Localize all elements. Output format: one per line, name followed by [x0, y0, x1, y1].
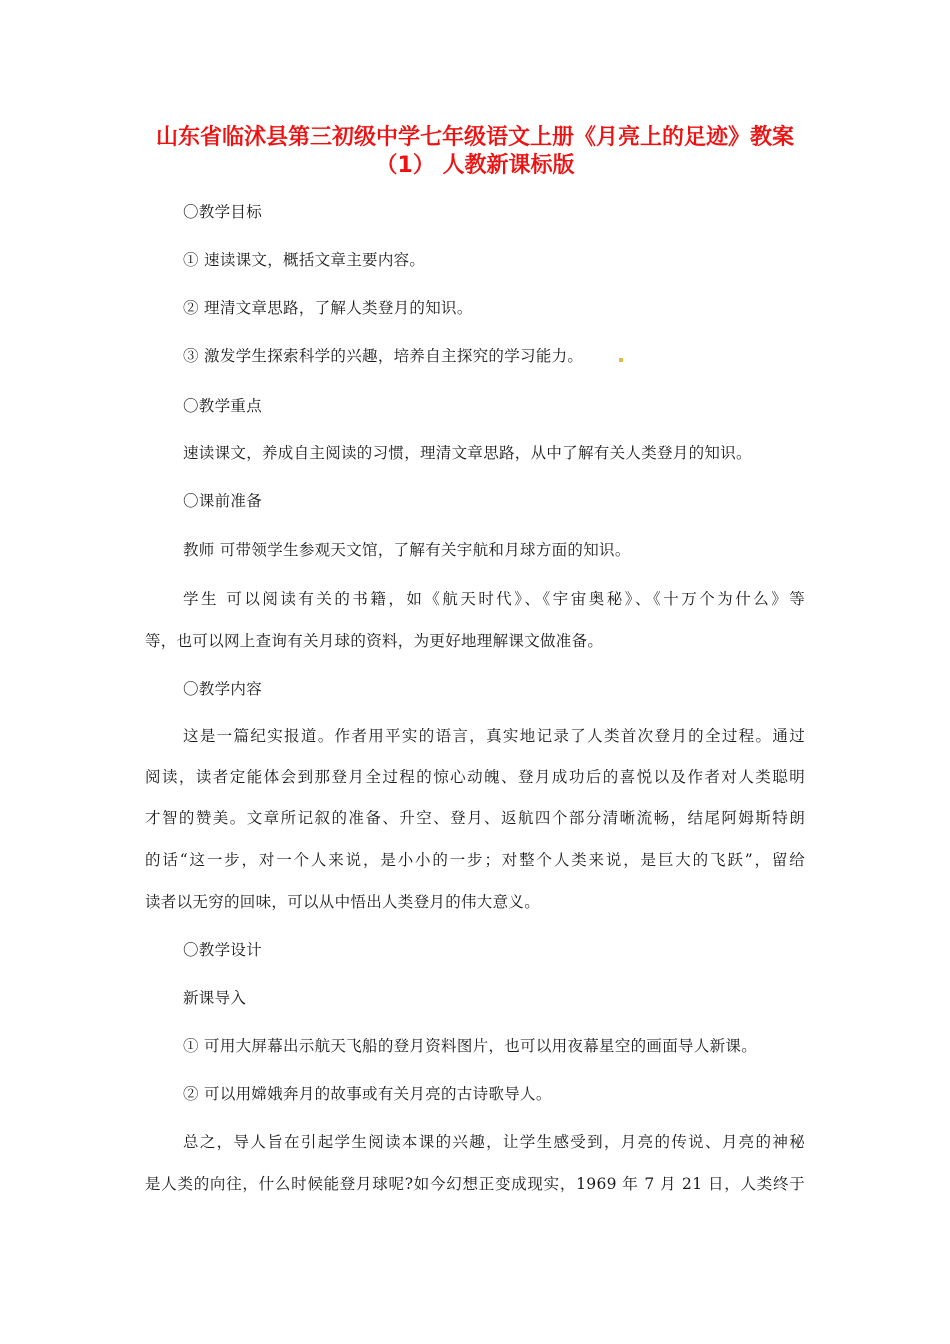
content-line-3: 才智的赞美。文章所记叙的准备、升空、登月、返航四个部分清晰流畅，结尾阿姆斯特朗 — [145, 809, 805, 827]
design-item-2: ② 可以用嫦娥奔月的故事或有关月亮的古诗歌导人。 — [183, 1085, 552, 1103]
section-heading-focus: 〇教学重点 — [183, 397, 263, 415]
content-line-1: 这是一篇纪实报道。作者用平实的语言，真实地记录了人类首次登月的全过程。通过 — [183, 727, 805, 745]
content-line-4: 的话“这一步，对一个人来说，是小小的一步；对整个人类来说，是巨大的飞跃”，留给 — [145, 851, 805, 869]
design-sub-heading: 新课导入 — [183, 989, 247, 1007]
stray-mark — [619, 358, 623, 362]
goal-item-1: ① 速读课文，概括文章主要内容。 — [183, 251, 426, 269]
design-summary-line-1: 总之，导人旨在引起学生阅读本课的兴趣，让学生感受到，月亮的传说、月亮的神秘 — [183, 1133, 805, 1151]
prep-teacher-text: 教师 可带领学生参观天文馆，了解有关宇航和月球方面的知识。 — [183, 541, 631, 559]
section-heading-content: 〇教学内容 — [183, 680, 263, 698]
section-heading-design: 〇教学设计 — [183, 941, 263, 959]
prep-student-line-1: 学生 可以阅读有关的书籍，如《航天时代》、《宇宙奥秘》、《十万个为什么》等 — [183, 590, 805, 608]
section-heading-goals: 〇教学目标 — [183, 203, 263, 221]
goal-item-3: ③ 激发学生探索科学的兴趣，培养自主探究的学习能力。 — [183, 347, 584, 365]
content-line-5: 读者以无穷的回味，可以从中悟出人类登月的伟大意义。 — [145, 893, 541, 911]
prep-student-line-2: 等，也可以网上查询有关月球的资料，为更好地理解课文做准备。 — [145, 632, 604, 650]
design-item-1: ① 可用大屏幕出示航天飞船的登月资料图片，也可以用夜幕星空的画面导人新课。 — [183, 1037, 758, 1055]
focus-text: 速读课文，养成自主阅读的习惯，理清文章思路，从中了解有关人类登月的知识。 — [183, 444, 752, 462]
section-heading-prep: 〇课前准备 — [183, 492, 263, 510]
document-title-line-2: （1） 人教新课标版 — [375, 153, 575, 178]
design-summary-line-2: 是人类的向往，什么时候能登月球呢?如今幻想正变成现实，1969 年 7 月 21 日，人类终于 — [145, 1175, 805, 1193]
document-title-line-1: 山东省临沭县第三初级中学七年级语文上册《月亮上的足迹》教案 — [155, 125, 794, 150]
content-line-2: 阅读，读者定能体会到那登月全过程的惊心动魄、登月成功后的喜悦以及作者对人类聪明 — [145, 768, 805, 786]
goal-item-2: ② 理清文章思路，了解人类登月的知识。 — [183, 299, 473, 317]
